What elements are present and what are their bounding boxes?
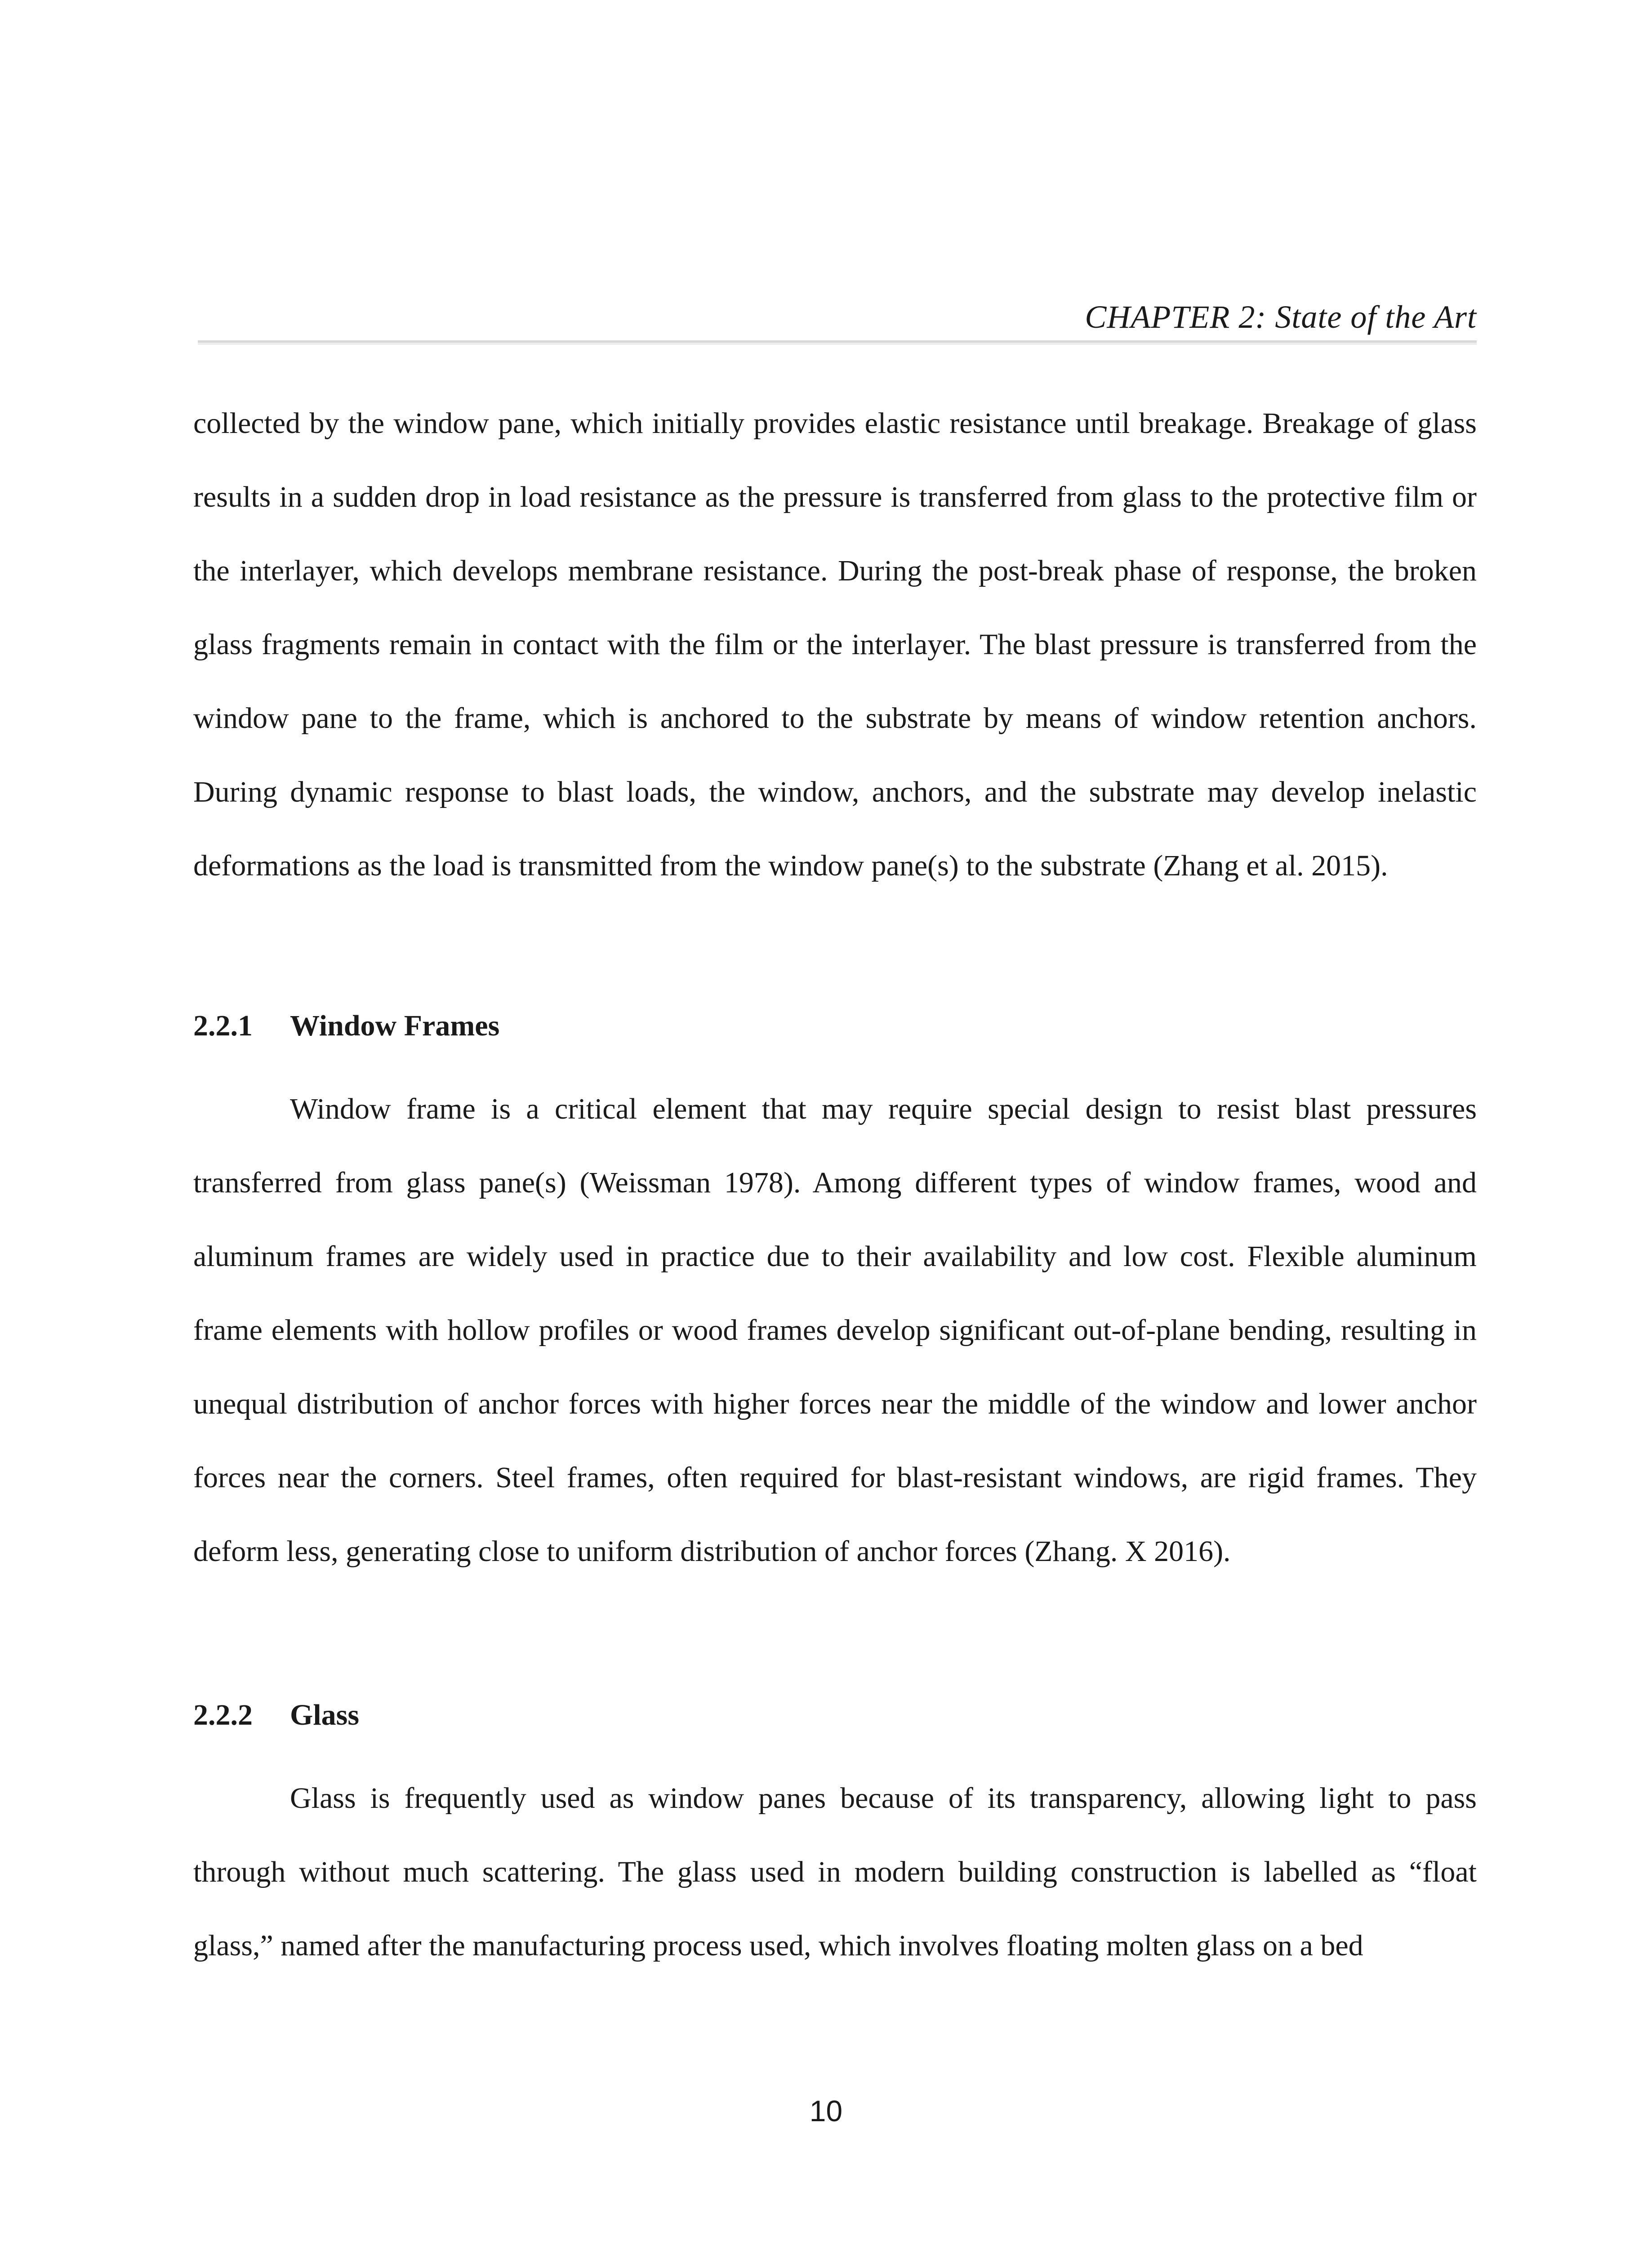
section-heading-window-frames xyxy=(193,1004,1477,1048)
section-number: 2.2.2 xyxy=(193,1699,253,1731)
paragraph-window-frames: Window frame is a critical element that may require special design to resist blast pressures transferred from glass pane(s) (Weissman 1978). Among different types of window frames, wood and aluminum frames are widely used in practice due to their availability and low cost. Flexible aluminum frame elements with hollow profiles or wood frames develop significant out-of-plane bending, resulting in unequal distribution of anchor forces with higher forces near the middle of the window and lower anchor forces near the corners. Steel frames, often required for blast-resistant windows, are rigid frames. They deform less, generating close to uniform distribution of anchor forces (Zhang. X 2016). xyxy=(193,1093,1477,1568)
paragraph-glass: Glass is frequently used as window panes because of its transparency, allowing light to pass through without much scattering. The glass used in modern building construction is labelled as “float glass,” named after the manufacturing process used, which involves floating molten glass on a bed xyxy=(193,1782,1477,1962)
section-title: Glass xyxy=(290,1699,360,1731)
section-title: Window Frames xyxy=(290,1009,500,1042)
paragraph-intro: collected by the window pane, which initially provides elastic resistance until breakage. Breakage of glass results in a sudden drop in load resistance as the pressure is transferred from glass to the protective film or the interlayer, which develops membrane resistance. During the post-break phase of response, the broken glass fragments remain in contact with the film or the interlayer. The blast pressure is transferred from the window pane to the frame, which is anchored to the substrate by means of window retention anchors. During dynamic response to blast loads, the window, anchors, and the substrate may develop inelastic deformations as the load is transmitted from the window pane(s) to the substrate (Zhang et al. 2015). xyxy=(193,407,1477,882)
section-heading-glass xyxy=(193,1693,1477,1738)
section-number: 2.2.1 xyxy=(193,1009,253,1042)
page-number: 10 xyxy=(809,2094,843,2128)
running-header: CHAPTER 2: State of the Art xyxy=(1085,299,1477,335)
header-rule xyxy=(198,340,1477,345)
